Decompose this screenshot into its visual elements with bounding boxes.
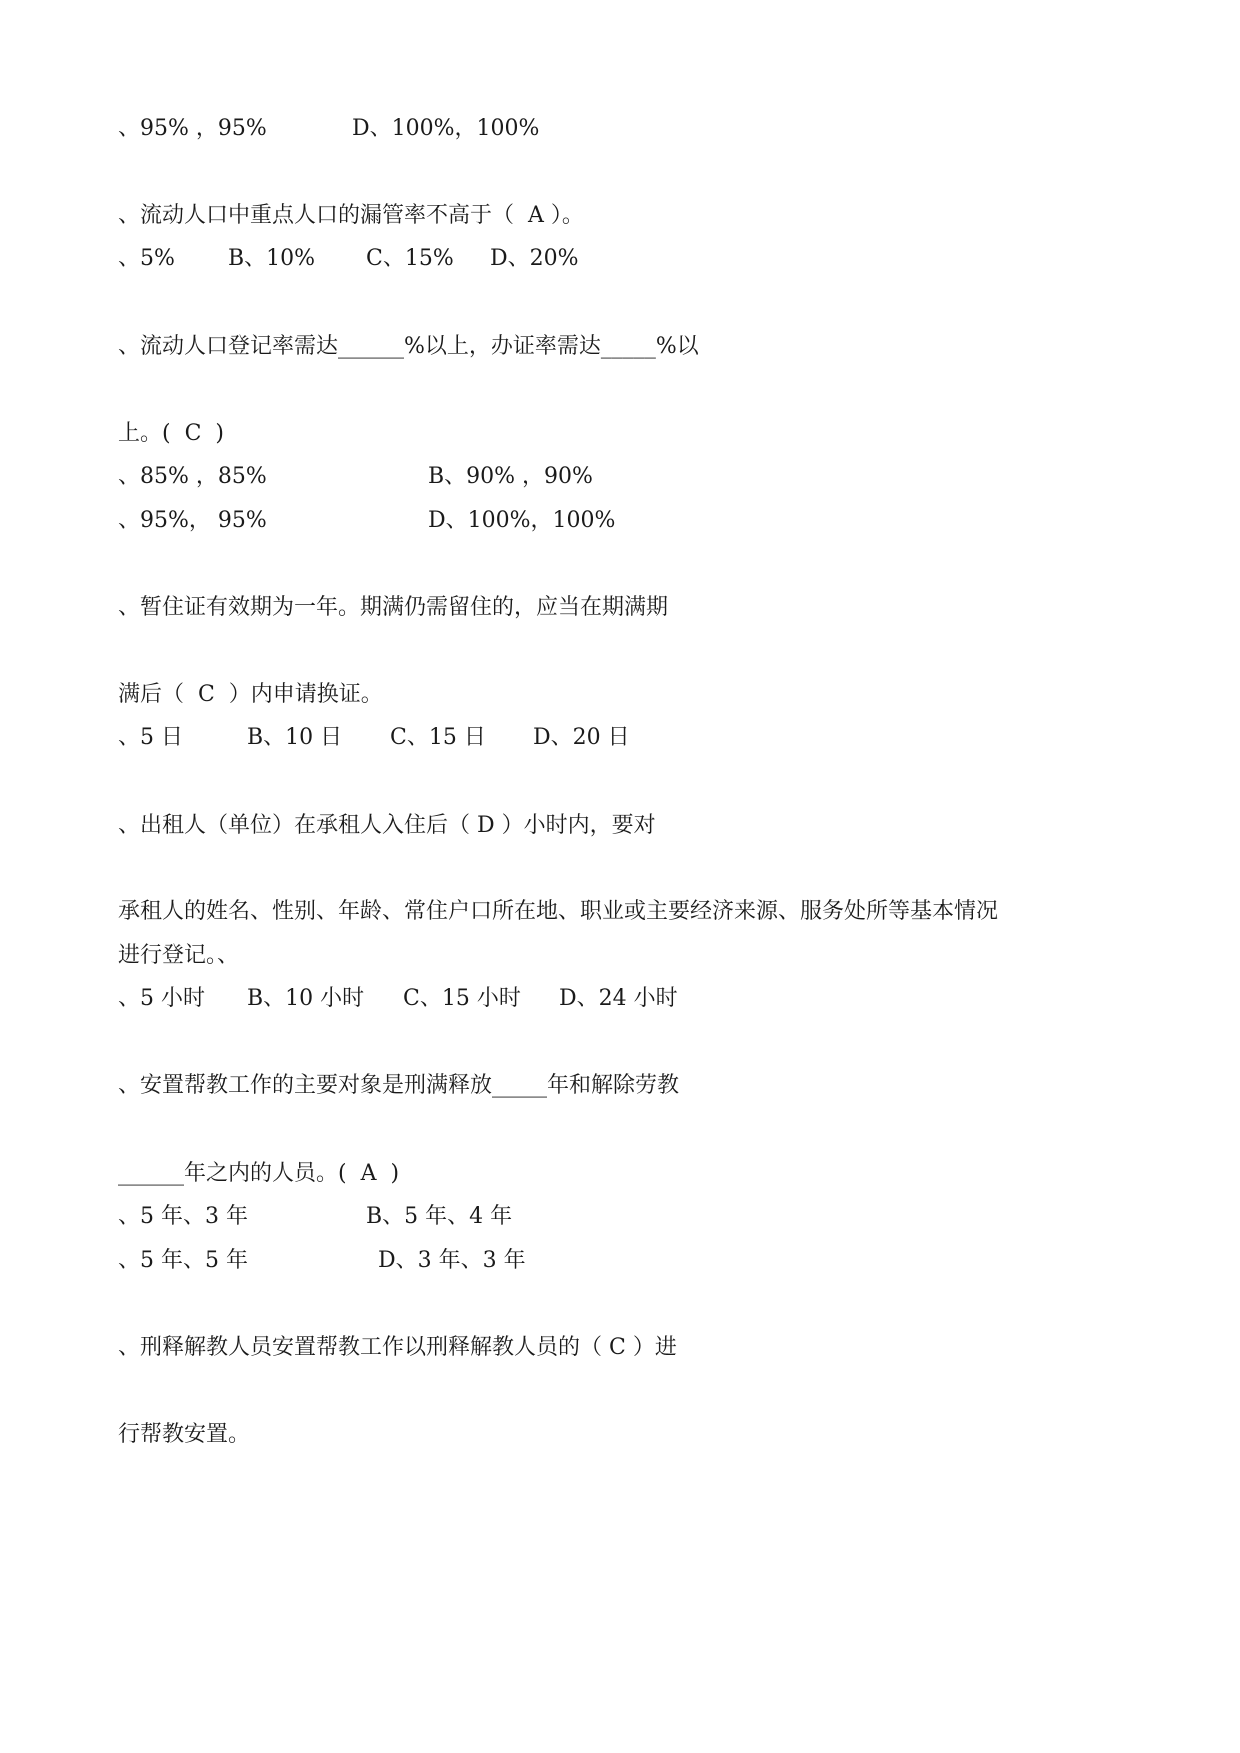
question-stem: 、安置帮教工作的主要对象是刑满释放_____年和解除劳教 (118, 1073, 680, 1098)
question-stem-cont: 行帮教安置。 (118, 1422, 251, 1447)
option-b: B、90% ，90% (428, 464, 593, 489)
option-a: 、85% ，85% (118, 464, 267, 489)
option-d: D、20% (490, 246, 579, 271)
option-a: 、5 年、3 年 (118, 1204, 248, 1229)
question-stem: 、流动人口登记率需达______%以上，办证率需达_____%以 (118, 334, 699, 359)
question-stem-cont: 满后（ C ）内申请换证。 (118, 682, 383, 707)
question-stem-cont: 进行登记。、 (118, 943, 240, 968)
option-d: D、100%，100% (352, 116, 540, 141)
option-c: 、95% ，95% (118, 116, 267, 141)
question-stem: 、流动人口中重点人口的漏管率不高于（ A ）。 (118, 203, 584, 228)
option-c: C、15% (366, 246, 454, 271)
option-d: D、100%，100% (428, 508, 616, 533)
option-c: 、5 年、5 年 (118, 1248, 248, 1273)
option-c: C、15 小时 (403, 986, 521, 1011)
option-d: D、3 年、3 年 (378, 1248, 526, 1273)
option-b: B、10 日 (247, 725, 343, 750)
question-stem: 、出租人（单位）在承租人入住后（ D ）小时内，要对 (118, 813, 656, 838)
option-d: D、20 日 (533, 725, 630, 750)
option-d: D、24 小时 (559, 986, 678, 1011)
option-c: 、95%， 95% (118, 508, 267, 533)
option-b: B、10% (228, 246, 316, 271)
question-stem: 、刑释解教人员安置帮教工作以刑释解教人员的（ C ）进 (118, 1335, 677, 1360)
option-a: 、5% (118, 246, 175, 271)
option-b: B、10 小时 (247, 986, 365, 1011)
question-stem: 、暂住证有效期为一年。期满仍需留住的，应当在期满期 (118, 595, 669, 620)
option-b: B、5 年、4 年 (366, 1204, 513, 1229)
question-stem-cont: 承租人的姓名、性别、年龄、常住户口所在地、职业或主要经济来源、服务处所等基本情况 (118, 899, 999, 924)
option-a: 、5 日 (118, 725, 183, 750)
option-a: 、5 小时 (118, 986, 205, 1011)
option-c: C、15 日 (390, 725, 486, 750)
question-stem-cont: 上。( C ) (118, 421, 224, 446)
question-stem-cont: ______年之内的人员。( A ) (118, 1161, 400, 1186)
